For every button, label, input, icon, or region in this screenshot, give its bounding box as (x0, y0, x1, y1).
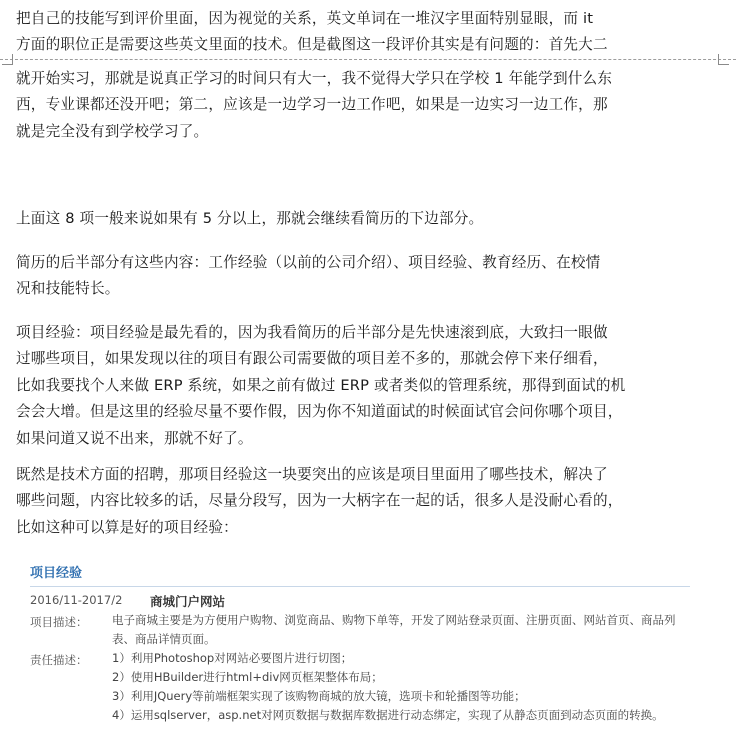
resume-duty-item: 2）使用HBuilder进行html+div网页框架整体布局； (112, 670, 383, 684)
resume-section-divider (30, 586, 690, 587)
resume-desc-label: 项目描述： (30, 615, 88, 629)
text-line: 过哪些项目，如果发现以往的项目有跟公司需要做的项目差不多的，那就会停下来仔细看， (16, 350, 608, 368)
resume-duty-list (112, 649, 664, 725)
resume-duty-item: 4）运用sqlserver，asp.net对网页数据与数据库数据进行动态绑定，实现了从静态页面到动态页面的转换。 (112, 708, 664, 722)
text-line: 简历的后半部分有这些内容：工作经验（以前的公司介绍）、项目经验、教育经历、在校情 (16, 254, 601, 271)
resume-desc-line: 表、商品详情页面。 (112, 632, 216, 646)
resume-duty-item: 3）利用JQuery等前端框架实现了该购物商城的放大镜，选项卡和轮播图等功能； (112, 689, 526, 703)
margin-corner-mark-right (718, 54, 729, 65)
margin-corner-mark-left (2, 54, 13, 65)
resume-project-date: 2016/11-2017/2 (30, 593, 123, 607)
paragraph-internship-critique (16, 66, 716, 145)
text-line: 会会大增。但是这里的经验尽量不要作假，因为你不知道面试的时候面试官会问你哪个项目， (16, 403, 623, 421)
text-line: 比如我要找个人来做 ERP 系统，如果之前有做过 ERP 或者类似的管理系统，那得到面试的机 (16, 376, 626, 394)
text-line: 上面这 8 项一般来说如果有 5 分以上，那就会继续看简历的下边部分。 (16, 210, 484, 227)
resume-project-name: 商城门户网站 (150, 594, 226, 609)
text-line: 况和技能特长。 (16, 280, 120, 298)
paragraph-eight-items (16, 206, 716, 232)
resume-duty-item: 1）利用Photoshop对网站必要图片进行切图； (112, 651, 353, 665)
text-line: 既然是技术方面的招聘，那项目经验这一块要突出的应该是项目里面用了哪些技术，解决了 (16, 466, 608, 483)
text-line: 就是完全没有到学校学习了。 (16, 122, 209, 140)
text-line: 把自己的技能写到评价里面，因为视觉的关系，英文单词在一堆汉字里面特别显眼，而 it (16, 10, 594, 27)
paragraph-resume-second-half (16, 250, 716, 303)
paragraph-project-experience (16, 320, 716, 452)
text-line: 项目经验：项目经验是最先看的，因为我看简历的后半部分是先快速滚到底，大致扫一眼做 (16, 324, 608, 341)
resume-duty-label: 责任描述： (30, 653, 88, 667)
text-line: 方面的职位正是需要这些英文里面的技术。但是截图这一段评价其实是有问题的：首先大二 (16, 36, 608, 54)
text-line: 哪些问题，内容比较多的话，尽量分段写，因为一大柄字在一起的话，很多人是没耐心看的， (16, 492, 623, 510)
paragraph-self-evaluation (16, 6, 716, 59)
text-line: 如果问道又说不出来，那就不好了。 (16, 429, 253, 447)
resume-desc-line: 电子商城主要是为方便用户购物、浏览商品、购物下单等，开发了网站登录页面、注册页面、网站首页、商品列 (112, 613, 676, 627)
resume-example-image (16, 548, 716, 738)
text-line: 西，专业课都还没开吧；第二，应该是一边学习一边工作吧，如果是一边实习一边工作，那 (16, 96, 608, 114)
resume-section-title: 项目经验 (30, 566, 83, 581)
paragraph-tech-recruitment (16, 462, 716, 541)
resume-desc-text (112, 611, 676, 649)
text-line: 就开始实习，那就是说真正学习的时间只有大一，我不觉得大学只在学校 1 年能学到什么东 (16, 70, 613, 87)
text-line: 比如这种可以算是好的项目经验： (16, 518, 238, 536)
page-break-divider (0, 59, 736, 60)
